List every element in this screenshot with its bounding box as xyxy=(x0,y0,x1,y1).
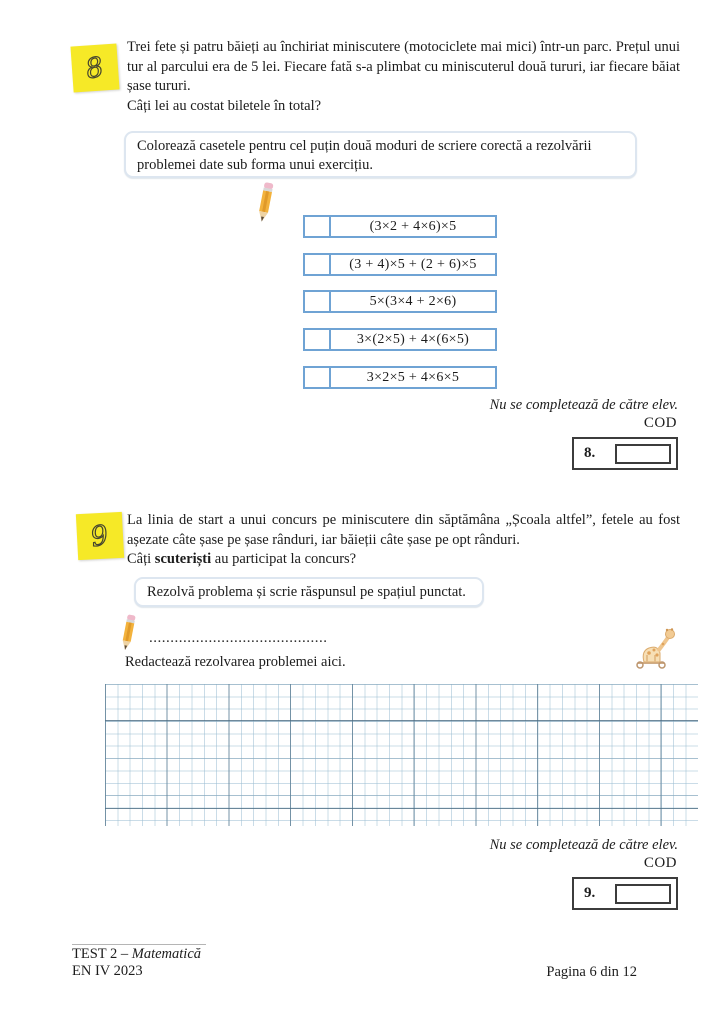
cod-entry-box[interactable] xyxy=(615,884,671,904)
problem-9-question: Câți scuteriști au participat la concurs? xyxy=(127,551,357,567)
color-checkbox[interactable] xyxy=(305,255,331,274)
solution-area-label: Redactează rezolvarea problemei aici. xyxy=(125,654,346,670)
answer-dotted-line[interactable]: .......................................... xyxy=(149,630,328,646)
expression-label: 5×(3×4 + 2×6) xyxy=(369,293,457,309)
cod-box-problem-9 xyxy=(572,877,678,910)
cod-entry-box[interactable] xyxy=(615,444,671,464)
footer-test-title: TEST 2 – Matematică xyxy=(72,946,202,962)
grid-strong-line xyxy=(105,808,698,809)
examiner-note: Nu se completează de către elev. xyxy=(489,397,678,413)
problem-9-instruction-box xyxy=(134,577,484,607)
problem-9-statement-block xyxy=(127,511,680,570)
cod-label: COD xyxy=(643,415,677,431)
pencil-icon xyxy=(254,181,276,228)
problem-9-statement: La linia de start a unui concurs pe miniscutere din săptămâna „Școala altfel”, fetele au fost așezate câte șase pe șase rânduri, iar băieții câte șase pe opt rânduri. xyxy=(127,512,680,548)
cod-box-number: 9. xyxy=(584,885,596,901)
problem-8-statement: Trei fete și patru băieți au închiriat miniscutere (motociclete mai mici) într-un parc. Prețul unui tur al parcului era de 5 lei. Fiecare fată s-a plimbat cu miniscuterul două tururi, iar fiecare băiat șase tururi. xyxy=(127,39,680,94)
answer-option-row xyxy=(303,328,497,351)
cod-box-number: 8. xyxy=(584,445,596,461)
answer-option-row xyxy=(303,215,497,238)
solution-grid[interactable] xyxy=(105,684,698,826)
problem-9-number: 9 xyxy=(88,519,112,553)
cod-box-problem-8 xyxy=(572,437,678,470)
footer-separator xyxy=(72,944,206,945)
color-checkbox[interactable] xyxy=(305,217,331,236)
problem-9-sticky-note xyxy=(76,512,124,560)
giraffe-on-scooter-icon xyxy=(625,627,683,674)
grid-strong-line xyxy=(105,720,698,721)
answer-option-row xyxy=(303,290,497,313)
cod-label: COD xyxy=(643,855,677,871)
footer-edition: EN IV 2023 xyxy=(72,963,143,979)
expression-label: (3×2 + 4×6)×5 xyxy=(369,218,457,234)
problem-8-statement-block xyxy=(127,38,680,116)
answer-option-row xyxy=(303,253,497,276)
color-checkbox[interactable] xyxy=(305,330,331,349)
problem-8-sticky-note xyxy=(70,43,119,92)
color-checkbox[interactable] xyxy=(305,292,331,311)
examiner-note: Nu se completează de către elev. xyxy=(489,837,678,853)
problem-8-instruction-box xyxy=(124,131,637,178)
expression-label: 3×2×5 + 4×6×5 xyxy=(366,369,460,385)
problem-8-instruction: Colorează casetele pentru cel puțin două moduri de scriere corectă a rezolvării problemei date sub forma unui exercițiu. xyxy=(137,138,592,173)
footer-page-number: Pagina 6 din 12 xyxy=(546,964,637,980)
problem-8-question: Câți lei au costat biletele în total? xyxy=(127,97,322,114)
problem-9-instruction: Rezolvă problema și scrie răspunsul pe spațiul punctat. xyxy=(147,584,466,600)
color-checkbox[interactable] xyxy=(305,368,331,387)
problem-8-number: 8 xyxy=(83,51,107,85)
expression-label: 3×(2×5) + 4×(6×5) xyxy=(356,331,470,347)
expression-label: (3 + 4)×5 + (2 + 6)×5 xyxy=(349,256,477,272)
answer-option-row xyxy=(303,366,497,389)
pencil-icon xyxy=(118,613,138,655)
